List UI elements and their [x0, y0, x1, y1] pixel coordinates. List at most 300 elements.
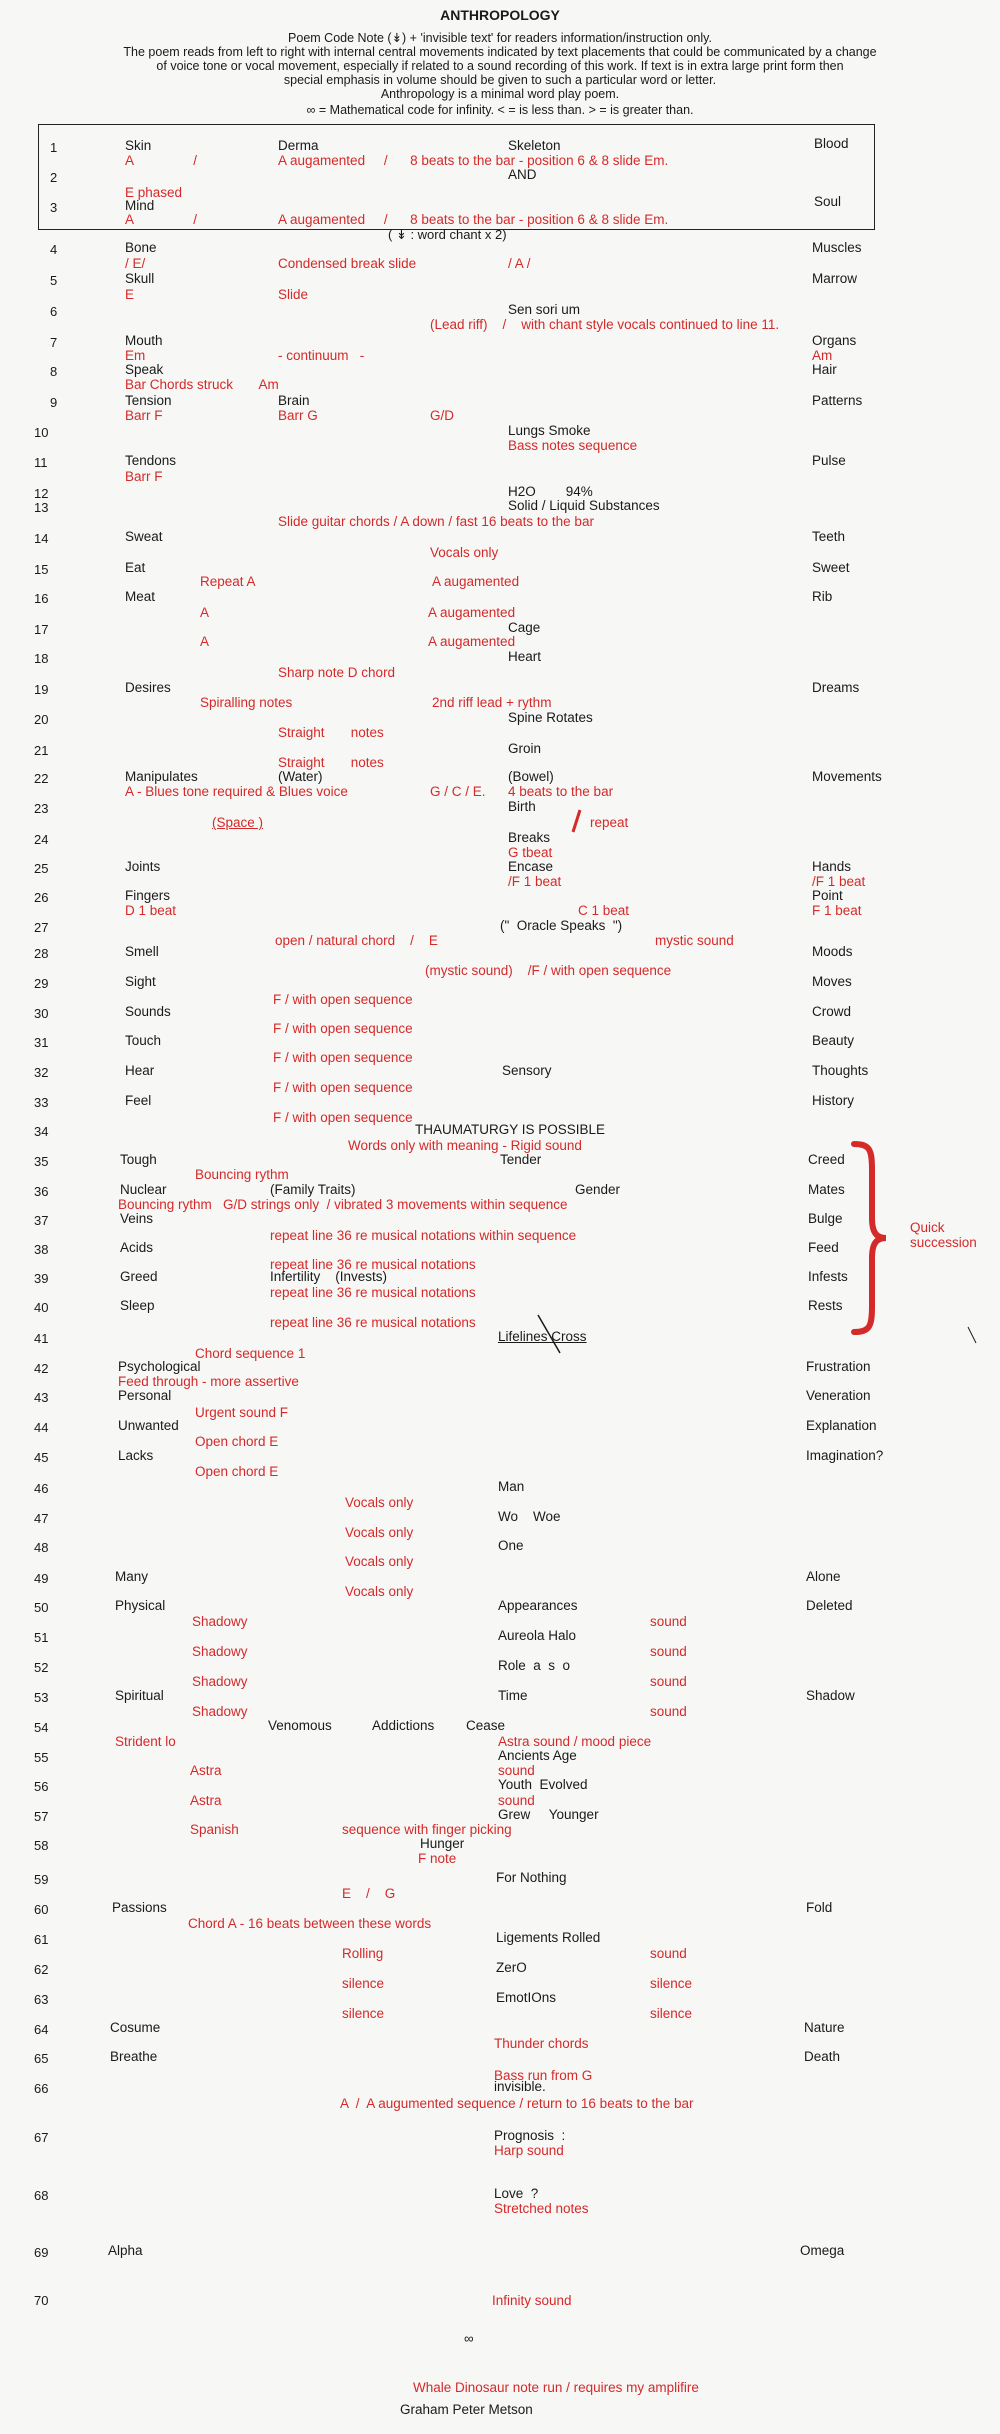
line-number: 53 [34, 1690, 49, 1705]
line-word: (Family Traits) [270, 1182, 356, 1197]
line-number: 49 [34, 1571, 49, 1586]
line-word: Lacks [118, 1448, 154, 1463]
line-word: Sight [125, 974, 156, 989]
music-note: Condensed break slide [278, 256, 417, 271]
line-word: Prognosis : [494, 2128, 566, 2143]
music-note: (Space ) [212, 815, 264, 830]
line-word: Crowd [812, 1004, 852, 1019]
music-note: sound [650, 1674, 687, 1689]
music-note: Bar Chords struck Am [125, 377, 279, 392]
line-word: Mouth [125, 333, 163, 348]
line-word: Manipulates [125, 769, 198, 784]
music-note: repeat [590, 815, 629, 830]
line-word: Alpha [108, 2243, 143, 2258]
line-word: Lifelines Cross [498, 1329, 587, 1344]
line-word: Tough [120, 1152, 157, 1167]
music-note: Astra [190, 1793, 222, 1808]
line-word: Spine Rotates [508, 710, 593, 725]
line-number: 37 [34, 1213, 49, 1228]
line-word: Point [812, 888, 843, 903]
music-note: Harp sound [494, 2143, 564, 2158]
line-word: Deleted [806, 1598, 853, 1613]
line-word: Skin [125, 138, 152, 153]
line-word: Joints [125, 859, 161, 874]
line-number: 9 [50, 395, 58, 410]
line-word: Infests [808, 1269, 848, 1284]
line-number: 54 [34, 1720, 49, 1735]
music-note: Barr F [125, 408, 163, 423]
music-note: silence [342, 2006, 385, 2021]
line-word: Soul [814, 194, 842, 209]
line-word: Aureola Halo [498, 1628, 577, 1643]
line-number: 43 [34, 1390, 49, 1405]
music-note: A / [125, 153, 198, 168]
line-word: Patterns [812, 393, 863, 408]
line-number: 22 [34, 771, 49, 786]
music-note: Thunder chords [494, 2036, 589, 2051]
line-word: Rib [812, 589, 833, 604]
line-word: EmotIOns [496, 1990, 557, 2005]
music-note: Feed through - more assertive [118, 1374, 299, 1389]
line-word: Psychological [118, 1359, 201, 1374]
line-word: Birth [508, 799, 536, 814]
music-note: Astra [190, 1763, 222, 1778]
line-number: 27 [34, 920, 49, 935]
line-word: Moves [812, 974, 852, 989]
music-note: E [125, 287, 135, 302]
music-note: 4 beats to the bar [508, 784, 614, 799]
line-word: Man [498, 1479, 525, 1494]
music-note: F / with open sequence [273, 1080, 413, 1095]
music-note: sound [498, 1763, 535, 1778]
line-word: (Water) [278, 769, 323, 784]
music-note: silence [650, 2006, 693, 2021]
music-note: Vocals only [430, 545, 499, 560]
music-note: Straight notes [278, 755, 384, 770]
line-word: Sweet [812, 560, 850, 575]
line-word: Cage [508, 620, 541, 635]
line-word: Greed [120, 1269, 158, 1284]
line-number: 33 [34, 1095, 49, 1110]
line-word: Skull [125, 271, 155, 286]
music-note: Shadowy [192, 1674, 248, 1689]
line-number: 36 [34, 1184, 49, 1199]
line-number: 50 [34, 1600, 49, 1615]
line-word: Ligements Rolled [496, 1930, 601, 1945]
music-note: Vocals only [345, 1525, 414, 1540]
line-number: 13 [34, 500, 49, 515]
line-word: Muscles [812, 240, 862, 255]
line-word: AND [508, 167, 537, 182]
music-note: sound [498, 1793, 535, 1808]
line-number: 29 [34, 976, 49, 991]
line-number: 10 [34, 425, 49, 440]
music-note: silence [650, 1976, 693, 1991]
music-note: Vocals only [345, 1554, 414, 1569]
line-word: Addictions [372, 1718, 435, 1733]
header-note-5: Anthropology is a minimal word play poem. [380, 87, 620, 101]
music-note: A augamented [428, 634, 516, 649]
line-number: 8 [50, 364, 58, 379]
line-word: Sounds [125, 1004, 171, 1019]
music-note: 2nd riff lead + rythm [432, 695, 552, 710]
music-note: A / [125, 212, 198, 227]
line-number: 69 [34, 2245, 49, 2260]
line-word: Thoughts [812, 1063, 869, 1078]
music-note: - continuum - [278, 348, 365, 363]
line-word: Beauty [812, 1033, 855, 1048]
music-note: Spiralling notes [200, 695, 293, 710]
line-word: Teeth [812, 529, 846, 544]
music-note: Repeat A [200, 574, 256, 589]
line-word: Explanation [806, 1418, 877, 1433]
line-word: Breathe [110, 2049, 158, 2064]
line-word: Pulse [812, 453, 846, 468]
music-note: repeat line 36 re musical notations [270, 1285, 476, 1300]
music-note: Rolling [342, 1946, 384, 1961]
line-word: Mind [125, 198, 155, 213]
line-number: 1 [50, 140, 58, 155]
line-word: Gender [575, 1182, 621, 1197]
music-note: E phased [125, 185, 183, 200]
right-curly-brace [850, 1140, 890, 1336]
line-word: Death [804, 2049, 841, 2064]
line-number: 63 [34, 1992, 49, 2007]
music-note: repeat line 36 re musical notations within sequence [270, 1228, 577, 1243]
header-note-1: Poem Code Note (↡) + 'invisible text' for readers information/instruction only. [288, 31, 712, 45]
line-word: Nuclear [120, 1182, 167, 1197]
line-word: Groin [508, 741, 542, 756]
line-number: 24 [34, 832, 49, 847]
stray-tick-mark [966, 1325, 978, 1345]
line-number: 55 [34, 1750, 49, 1765]
line-number: 15 [34, 562, 49, 577]
poem-title: ANTHROPOLOGY [440, 7, 560, 23]
line-word: Creed [808, 1152, 845, 1167]
quick-succession-note-1: Quick [910, 1220, 945, 1235]
line-word: Solid / Liquid Substances [508, 498, 660, 513]
line-word: Desires [125, 680, 171, 695]
header-note-6: ∞ = Mathematical code for infinity. < = is less than. > = is greater than. [306, 103, 694, 117]
line-word: Tender [500, 1152, 542, 1167]
line-word: Encase [508, 859, 554, 874]
line-word: Heart [508, 649, 542, 664]
music-note: sound [650, 1946, 687, 1961]
music-note: Words only with meaning - Rigid sound [348, 1138, 582, 1153]
line-word: Skeleton [508, 138, 561, 153]
line-word: Sensory [502, 1063, 552, 1078]
line-word: History [812, 1093, 855, 1108]
line-word: Cosume [110, 2020, 161, 2035]
line-number: 64 [34, 2022, 49, 2037]
line-number: 44 [34, 1420, 49, 1435]
line-word: H2O 94% [508, 484, 593, 499]
line-word: THAUMATURGY IS POSSIBLE [415, 1122, 606, 1137]
line-number: 18 [34, 651, 49, 666]
music-note: E / G [342, 1886, 396, 1901]
music-note: A augamented [432, 574, 520, 589]
line-word: Movements [812, 769, 882, 784]
music-note: / E/ [125, 256, 146, 271]
line-word: Rests [808, 1298, 843, 1313]
music-note: Bouncing rythm [195, 1167, 289, 1182]
line-number: 56 [34, 1779, 49, 1794]
line-number: 62 [34, 1962, 49, 1977]
line-number: 20 [34, 712, 49, 727]
line-word: Omega [800, 2243, 845, 2258]
line-number: 60 [34, 1902, 49, 1917]
music-note: Bass notes sequence [508, 438, 638, 453]
line-word: Sen sori um [508, 302, 581, 317]
line-word: Moods [812, 944, 853, 959]
line-number: 57 [34, 1809, 49, 1824]
line-number: 35 [34, 1154, 49, 1169]
line-word: Dreams [812, 680, 860, 695]
music-note: Infinity sound [492, 2293, 572, 2308]
line-word: Hands [812, 859, 852, 874]
line-number: 11 [34, 455, 48, 470]
music-note: Chord sequence 1 [195, 1346, 306, 1361]
music-note: Spanish [190, 1822, 239, 1837]
line-word: Time [498, 1688, 528, 1703]
music-note: Straight notes [278, 725, 384, 740]
line-number: 14 [34, 531, 49, 546]
line-word: Wo Woe [498, 1509, 561, 1524]
music-note: F 1 beat [812, 903, 862, 918]
line-word: Brain [278, 393, 310, 408]
music-note: D 1 beat [125, 903, 177, 918]
music-note: Open chord E [195, 1464, 279, 1479]
line-word: Many [115, 1569, 149, 1584]
line-word: Spiritual [115, 1688, 164, 1703]
line-number: 66 [34, 2081, 49, 2096]
line-number: 51 [34, 1630, 49, 1645]
line-number: 45 [34, 1450, 49, 1465]
line-word: Bone [125, 240, 157, 255]
line-word: Breaks [508, 830, 551, 845]
music-note: (mystic sound) /F / with open sequence [425, 963, 672, 978]
music-note: Whale Dinosaur note run / requires my amplifire [413, 2380, 699, 2395]
music-note: Bass run from G [494, 2068, 593, 2083]
line-word: Hear [125, 1063, 155, 1078]
music-note: F / with open sequence [273, 1050, 413, 1065]
line-number: 6 [50, 304, 58, 319]
line-number: 25 [34, 861, 49, 876]
line-number: 17 [34, 622, 49, 637]
line-number: 59 [34, 1872, 49, 1887]
music-note: Slide guitar chords / A down / fast 16 beats to the bar [278, 514, 594, 529]
line-number: 31 [34, 1035, 49, 1050]
line-number: 65 [34, 2051, 49, 2066]
music-note: Chord A - 16 beats between these words [188, 1916, 432, 1931]
line-number: 42 [34, 1361, 49, 1376]
line-word: Ancients Age [498, 1748, 577, 1763]
line-word: Unwanted [118, 1418, 179, 1433]
line-number: 70 [34, 2293, 49, 2308]
line-number: 2 [50, 170, 58, 185]
music-note: Shadowy [192, 1614, 248, 1629]
line-word: Imagination? [806, 1448, 884, 1463]
line-word: Personal [118, 1388, 172, 1403]
line-word: Eat [125, 560, 146, 575]
line-number: 41 [34, 1331, 49, 1346]
music-note: Open chord E [195, 1434, 279, 1449]
music-note: Shadowy [192, 1644, 248, 1659]
music-note: Barr F [125, 469, 163, 484]
music-note: Sharp note D chord [278, 665, 396, 680]
music-note: A [200, 605, 210, 620]
music-note: Vocals only [345, 1584, 414, 1599]
music-note: sound [650, 1704, 687, 1719]
line-word: Bulge [808, 1211, 843, 1226]
line-word: invisible. [494, 2079, 546, 2094]
line-number: 38 [34, 1242, 49, 1257]
music-note: Em [125, 348, 146, 363]
line-number: 67 [34, 2130, 49, 2145]
music-note: Strident lo [115, 1734, 176, 1749]
line-word: Organs [812, 333, 857, 348]
music-note: A [200, 634, 210, 649]
music-note: C 1 beat [578, 903, 630, 918]
header-note-4: special emphasis in volume should be given to such a particular word or letter. [283, 73, 717, 87]
line-number: 28 [34, 946, 49, 961]
line-number: 4 [50, 242, 58, 257]
line-word: Acids [120, 1240, 154, 1255]
line-word: (" Oracle Speaks ") [500, 918, 623, 933]
line-number: 61 [34, 1932, 49, 1947]
music-note: G/D [430, 408, 455, 423]
music-note: A augamented / 8 beats to the bar - position 6 & 8 slide Em. [278, 153, 669, 168]
word-chant-note: ( ↡ : word chant x 2) [388, 227, 507, 242]
music-note: /F 1 beat [508, 874, 562, 889]
line-number: 26 [34, 890, 49, 905]
music-note: A / A augumented sequence / return to 16 beats to the bar [340, 2096, 694, 2111]
line-word: Tendons [125, 453, 177, 468]
line-word: Cease [466, 1718, 506, 1733]
line-word: Appearances [498, 1598, 578, 1613]
music-note: A - Blues tone required & Blues voice [125, 784, 348, 799]
music-note: / A / [508, 256, 531, 271]
music-note: mystic sound [655, 933, 734, 948]
line-word: ZerO [496, 1960, 527, 1975]
line-word: Passions [112, 1900, 167, 1915]
line-word: One [498, 1538, 524, 1553]
line-word: Lungs Smoke [508, 423, 591, 438]
music-note: Slide [278, 287, 309, 302]
music-note: (Lead riff) / with chant style vocals continued to line 11. [430, 317, 780, 332]
line-word: Fold [806, 1900, 833, 1915]
line-word: Sweat [125, 529, 163, 544]
line-word: Tension [125, 393, 172, 408]
music-note: G / C / E. [430, 784, 486, 799]
line-word: Venomous [268, 1718, 332, 1733]
line-number: 7 [50, 335, 58, 350]
line-number: 39 [34, 1271, 49, 1286]
line-number: 16 [34, 591, 49, 606]
music-note: sound [650, 1614, 687, 1629]
music-note: Am [812, 348, 833, 363]
music-note: sound [650, 1644, 687, 1659]
line-word: Role a s o [498, 1658, 571, 1673]
line-word: Marrow [812, 271, 858, 286]
line-number: 30 [34, 1006, 49, 1021]
line-word: For Nothing [496, 1870, 567, 1885]
line-number: 58 [34, 1838, 49, 1853]
music-note: Stretched notes [494, 2201, 589, 2216]
line-number: 23 [34, 801, 49, 816]
line-word: Mates [808, 1182, 845, 1197]
line-number: 40 [34, 1300, 49, 1315]
line-word: Alone [806, 1569, 841, 1584]
line-word: Speak [125, 362, 164, 377]
music-note: Astra sound / mood piece [498, 1734, 652, 1749]
line-number: 3 [50, 200, 58, 215]
line-word: Veneration [806, 1388, 871, 1403]
line-number: 12 [34, 486, 49, 501]
quick-succession-note-2: succession [910, 1235, 977, 1250]
line-number: 32 [34, 1065, 49, 1080]
music-note: Shadowy [192, 1704, 248, 1719]
line-word: Graham Peter Metson [400, 2402, 533, 2417]
line-word: Grew Younger [498, 1807, 599, 1822]
line-word: Frustration [806, 1359, 871, 1374]
line-word: Feed [808, 1240, 839, 1255]
line-number: 68 [34, 2188, 49, 2203]
line-word: Physical [115, 1598, 166, 1613]
line-word: ∞ [464, 2331, 474, 2346]
music-note: Barr G [278, 408, 318, 423]
line-word: Derma [278, 138, 319, 153]
music-note: F note [418, 1851, 457, 1866]
line-number: 5 [50, 273, 58, 288]
line-word: Smell [125, 944, 159, 959]
music-note: repeat line 36 re musical notations [270, 1257, 476, 1272]
music-note: open / natural chord / E [275, 933, 438, 948]
music-note: G tbeat [508, 845, 553, 860]
line-word: Blood [814, 136, 849, 151]
music-note: F / with open sequence [273, 1110, 413, 1125]
line-word: Hunger [420, 1836, 465, 1851]
line-word: Fingers [125, 888, 171, 903]
line-word: Shadow [806, 1688, 855, 1703]
line-word: Meat [125, 589, 156, 604]
line-word: Sleep [120, 1298, 155, 1313]
music-note: A augamented / 8 beats to the bar - position 6 & 8 slide Em. [278, 212, 669, 227]
music-note: A augamented [428, 605, 516, 620]
lifelines-cross-mark [534, 1313, 564, 1355]
line-word: Love ? [494, 2186, 539, 2201]
line-number: 21 [34, 743, 49, 758]
line-word: Infertility (Invests) [270, 1269, 388, 1284]
line-word: Touch [125, 1033, 162, 1048]
line-word: (Bowel) [508, 769, 554, 784]
header-note-2: The poem reads from left to right with internal central movements indicated by text placements that could be communicated by a change [123, 45, 877, 59]
line-number: 46 [34, 1481, 49, 1496]
line-number: 19 [34, 682, 49, 697]
music-note: Vocals only [345, 1495, 414, 1510]
repeat-slash-mark [570, 808, 584, 834]
line-number: 52 [34, 1660, 49, 1675]
line-word: Hair [812, 362, 837, 377]
music-note: repeat line 36 re musical notations [270, 1315, 476, 1330]
music-note: F / with open sequence [273, 1021, 413, 1036]
music-note: silence [342, 1976, 385, 1991]
music-note: F / with open sequence [273, 992, 413, 1007]
line-word: Youth Evolved [498, 1777, 588, 1792]
line-number: 34 [34, 1124, 49, 1139]
music-note: /F 1 beat [812, 874, 866, 889]
line-number: 48 [34, 1540, 49, 1555]
